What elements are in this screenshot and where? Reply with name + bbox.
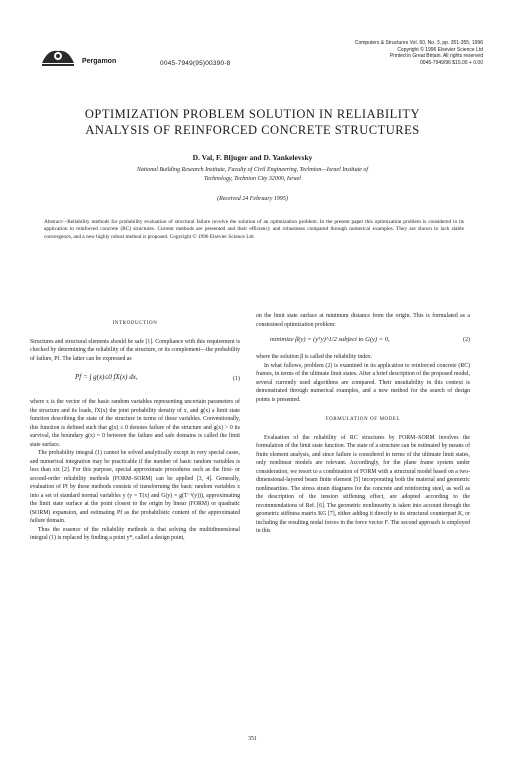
section-heading-introduction: INTRODUCTION [112,321,158,326]
paper-title [30,106,475,138]
doi-code: 0045-7949(95)00390-8 [160,60,231,67]
abstract-text: Abstract—Reliability methods for probability evaluation of structural failure involve the solution of an optimization problem. In the present paper this optimization problem is considered in its application to reinforced concrete (RC) structures. Current methods are presented and their efficiency and robustness compared through numerical examples. They are shown to lack stable convergence, and a new highly robust method is proposed. Copyright © 1996 Elsevier Science Ltd [44,219,464,240]
received-date: (Received 24 February 1995) [217,196,288,202]
paragraph: Structures and structural elements should be safe [1]. Compliance with this requirement is checked by determining the reliability of the structure, or its complement—the probability of failure, Pf. The latter can be expressed as [30,338,240,362]
journal-info-line: 0045-7949/96 $15.00 + 0.00 [420,59,483,66]
paragraph: on the limit state surface at minimum distance from the origin. This is formulated as a constrained optimization problem: [256,313,470,328]
paragraph: where x is the vector of the basic random variables representing uncertain parameters of the structure and its loads, fX(x) the joint probability density of x, and g(x) a limit state function describing the state of the structure in terms of these variables. Conventionally, this function is defined such that g(x) ≤ 0 denotes failure of the structure and g(x) > 0 its survival, the boundary g(x) = 0 between the failure and safe domains is called the limit state surface. [30,399,240,448]
equation-2 [256,333,470,349]
section-heading-formulation: FORMULATION OF MODEL [325,417,401,422]
journal-info [293,40,483,66]
affiliation [30,166,475,183]
affiliation-line: Technology, Technion City 32000, Israel [204,175,301,182]
paragraph: Thus the essence of the reliability methods is that solving the multidimensional integral (1) is replaced by finding a point y*, called a design point, [30,526,240,541]
equation-number: (1) [233,376,240,382]
authors: D. Val, F. Bljuger and D. Yankelevsky [192,153,313,162]
journal-info-line: Computers & Structures Vol. 60, No. 3, pp. 351-355, 1996 [354,40,483,46]
page-number: 351 [248,736,257,742]
paragraph: where the solution β is called the reliability index. [256,354,373,360]
publisher-name: Pergamon [82,58,117,65]
paragraph: Evaluation of the reliability of RC structures by FORM–SORM involves the formulation of the limit state function. The state of a structure can be estimated by means of finite element analysis, and since failure is considered in terms of the ultimate limit states, only nonlinear models are relevant. Accordingly, for the plane frame system under consideration, we resort to a combination of FORM with a structural model based on a two-dimensional-layered beam finite element [5] incorporating both the material and geometric nonlinearities. The stress strain diagrams for the concrete and reinforcing steel, as well as the description of the tension stiffening effect, are adopted according to the recommendations of Ref. [6]. The geometric nonlinearity is taken into account through the geometric stiffness matrix KG [7], either adding it directly to its structural counterpart K, or including the resulting nodal forces in the force vector F. The second approach is employed in this [256,434,470,534]
pergamon-logo [38,45,78,69]
journal-info-line: Copyright © 1996 Elsevier Science Ltd [397,46,483,53]
right-column [256,312,470,536]
paragraph: The probability integral (1) cannot be solved analytically except in very special cases, and numerical integration may be practicable if the number of basic random variables is less than six [2]. For this purpose, special approximate procedures such as the first- or second-order reliability methods (FORM–SORM) can be applied [3, 4]. Generally, evaluation of Pf by these methods consists of transforming the basic random variables x into a set of standard normal variables y (y = T(x) and G(y) = g(T⁻¹(y))), approximating the limit state surface at the point closest to the origin by linear (FORM) or quadratic (SORM) expansion, and estimating Pf as the probabilistic content of the approximated failure domain. [30,450,240,524]
equation-formula: Pf = ∫ g(x)≤0 fX(x) dx, [75,373,138,381]
affiliation-line: National Building Research Institute, Faculty of Civil Engineering, Technion—Israel Institute of [136,167,369,173]
title-line: ANALYSIS OF REINFORCED CONCRETE STRUCTURES [85,123,420,137]
equation-number: (2) [463,337,470,343]
abstract [44,219,464,241]
equation-1 [30,368,240,392]
journal-info-line: Printed in Great Britain. All rights reserved [389,53,483,60]
equation-formula: minimize β(y) = (yᵀy)^1/2 subject to G(y) = 0, [270,336,390,343]
title-line: OPTIMIZATION PROBLEM SOLUTION IN RELIABILITY [84,107,421,121]
paragraph: In what follows, problem (2) is examined in its application to reinforced concrete (RC) frames, in terms of the ultimate limit states. After a brief description of the proposed model, several currently used algorithms are compared. Their unsuitability in this context is demonstrated through numerical examples, and a new method for the search of design points is presented. [256,362,470,403]
left-column [30,320,240,543]
